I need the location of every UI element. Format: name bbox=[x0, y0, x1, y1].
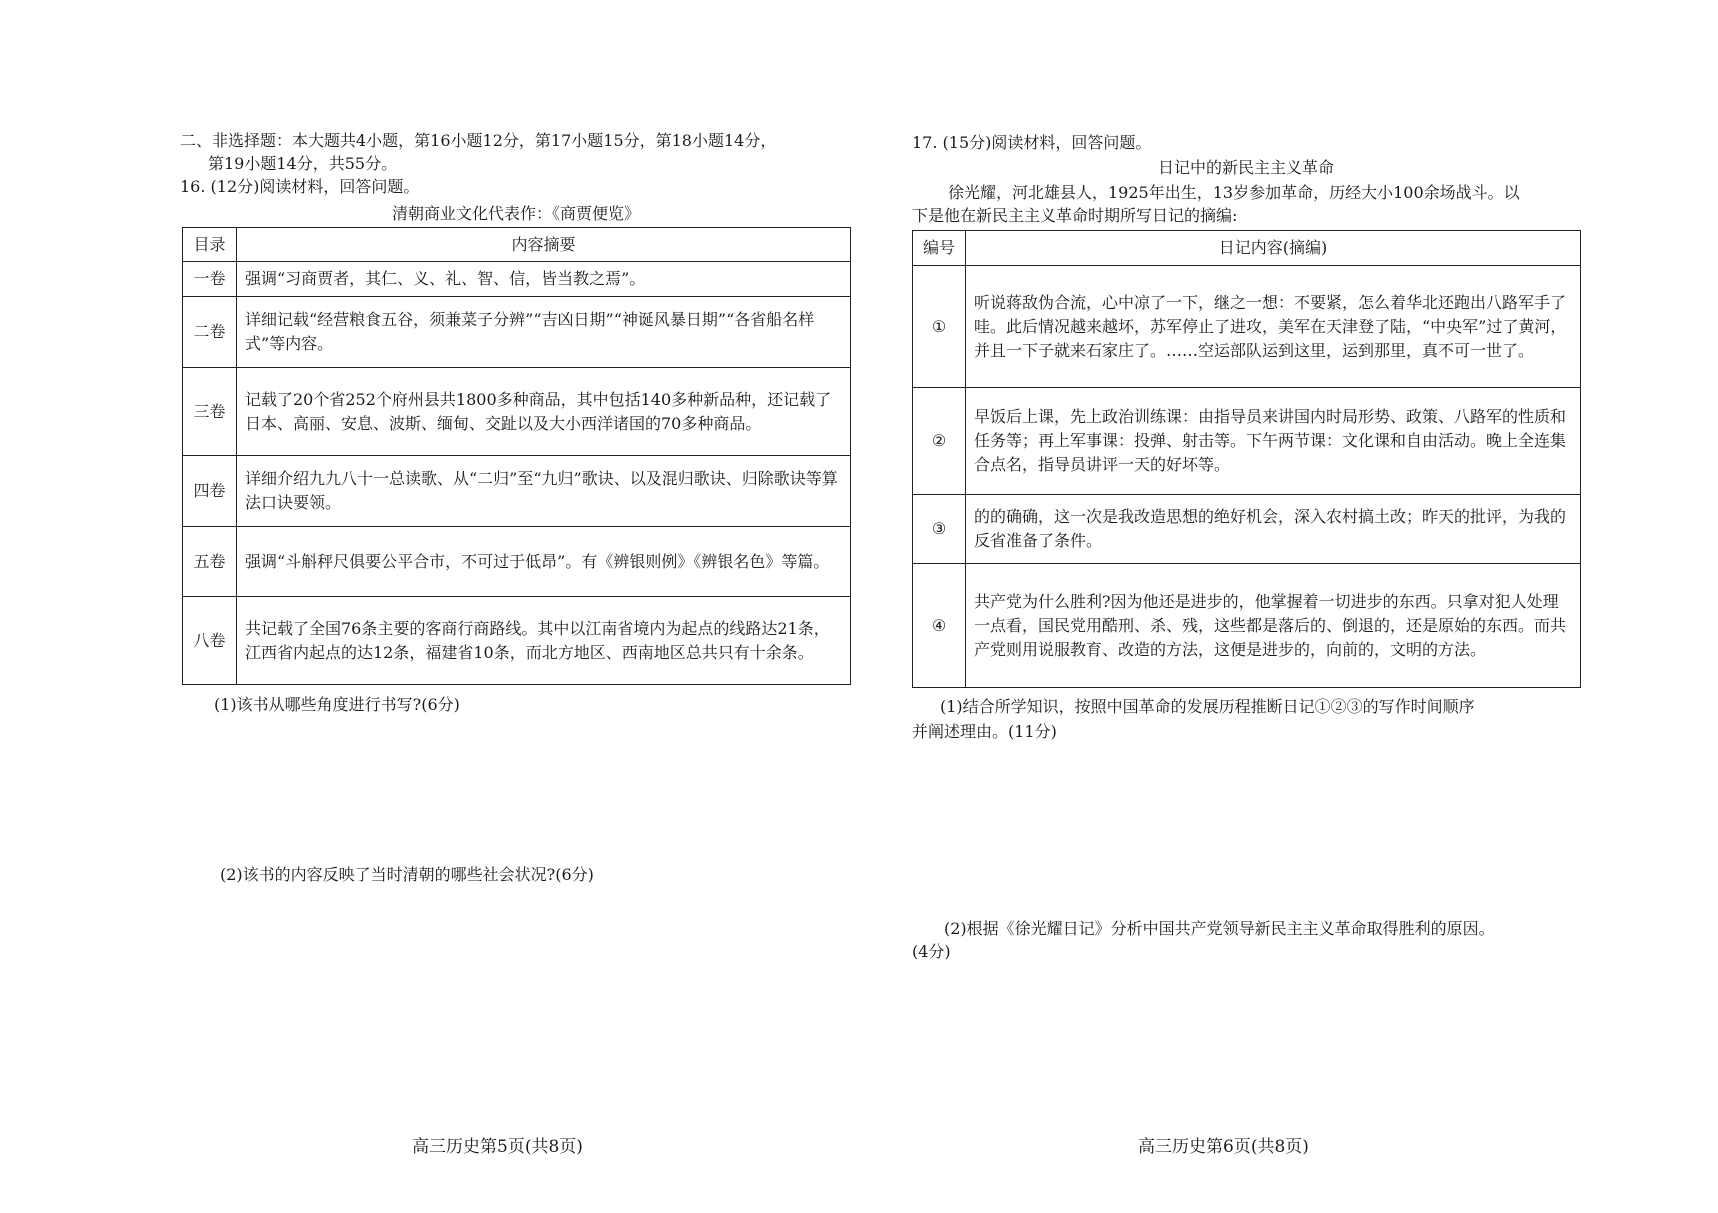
left-table-title: 清朝商业文化代表作：《商贾便览》 bbox=[391, 204, 640, 223]
right-table-row-text: 早饭后上课，先上政治训练课：由指导员来讲国内时局形势、政策、八路军的性质和任务等；再上军事课：投弹、射击等。下午两节课：文化课和自由活动。晚上全连集合点名，指导员讲评一天的好坏等。 bbox=[966, 388, 1581, 495]
material-title: 日记中的新民主主义革命 bbox=[1157, 158, 1334, 177]
left-table-row-text: 共记载了全国76条主要的客商行商路线。其中以江南省境内为起点的线路达21条，江西省内起点的达12条，福建省10条，而北方地区、西南地区总共只有十余条。 bbox=[237, 597, 851, 685]
question-17-part2-line1: (2)根据《徐光耀日记》分析中国共产党领导新民主主义革命取得胜利的原因。 bbox=[944, 919, 1495, 938]
right-table-row-text: 听说蒋敌伪合流，心中凉了一下，继之一想：不要紧，怎么着华北还跑出八路军手了哇。此后情况越来越坏，苏军停止了进攻，美军在天津登了陆，“中央军”过了黄河，并且一下子就来石家庄了。……空运部队运到这里，运到那里，真不可一世了。 bbox=[966, 266, 1581, 388]
section-heading-line2: 第19小题14分，共55分。 bbox=[208, 154, 398, 173]
right-table-row-label: ④ bbox=[913, 564, 966, 688]
left-table-row-text: 记载了20个省252个府州县共1800多种商品，其中包括140多种新品种，还记载了日本、高丽、安息、波斯、缅甸、交趾以及大小西洋诸国的70多种商品。 bbox=[237, 368, 851, 456]
left-table-row-text: 详细记载“经营粮食五谷，须兼菜子分辨”“吉凶日期”“神诞风暴日期”“各省船名样式”等内容。 bbox=[237, 297, 851, 368]
left-table-header-catalog: 目录 bbox=[183, 228, 237, 262]
material-intro-line2: 下是他在新民主主义革命时期所写日记的摘编: bbox=[912, 206, 1238, 225]
left-table-row-label: 八卷 bbox=[183, 597, 237, 685]
right-page-footer: 高三历史第6页(共8页) bbox=[1138, 1137, 1309, 1157]
left-table-header-summary: 内容摘要 bbox=[237, 228, 851, 262]
section-heading-line1: 二、非选择题：本大题共4小题，第16小题12分，第17小题15分，第18小题14分， bbox=[180, 131, 777, 150]
question-16-intro: 16. (12分)阅读材料，回答问题。 bbox=[180, 177, 420, 196]
right-table-header-number: 编号 bbox=[913, 231, 966, 266]
left-page-footer: 高三历史第5页(共8页) bbox=[412, 1137, 583, 1157]
question-17-part2-line2: (4分) bbox=[912, 942, 951, 961]
question-17-part1-line1: (1)结合所学知识，按照中国革命的发展历程推断日记①②③的写作时间顺序 bbox=[940, 697, 1475, 716]
right-table-row-label: ① bbox=[913, 266, 966, 388]
left-table-row-label: 五卷 bbox=[183, 527, 237, 597]
left-table-row-text: 强调“习商贾者，其仁、义、礼、智、信，皆当教之焉”。 bbox=[237, 262, 851, 297]
left-table-row-text: 强调“斗斛秤尺俱要公平合市，不可过于低昂”。有《辨银则例》《辨银名色》等篇。 bbox=[237, 527, 851, 597]
right-table-header-content: 日记内容(摘编) bbox=[966, 231, 1581, 266]
right-table-row-label: ③ bbox=[913, 495, 966, 564]
left-table-row-label: 三卷 bbox=[183, 368, 237, 456]
left-table bbox=[182, 227, 851, 685]
question-17-intro: 17. (15分)阅读材料，回答问题。 bbox=[912, 133, 1152, 152]
left-table-row-label: 一卷 bbox=[183, 262, 237, 297]
left-table-row-label: 二卷 bbox=[183, 297, 237, 368]
question-16-part1: (1)该书从哪些角度进行书写?(6分) bbox=[214, 695, 460, 714]
right-table-row-label: ② bbox=[913, 388, 966, 495]
left-table-row-label: 四卷 bbox=[183, 456, 237, 527]
question-17-part1-line2: 并阐述理由。(11分) bbox=[912, 722, 1057, 741]
left-table-row-text: 详细介绍九九八十一总读歌、从“二归”至“九归”歌诀、以及混归歌诀、归除歌诀等算法口诀要领。 bbox=[237, 456, 851, 527]
right-table bbox=[912, 230, 1581, 688]
right-table-row-text: 的的确确，这一次是我改造思想的绝好机会，深入农村搞土改；昨天的批评，为我的反省准备了条件。 bbox=[966, 495, 1581, 564]
question-16-part2: (2)该书的内容反映了当时清朝的哪些社会状况?(6分) bbox=[220, 865, 594, 884]
right-table-row-text: 共产党为什么胜利?因为他还是进步的，他掌握着一切进步的东西。只拿对犯人处理一点看，国民党用酷刑、杀、残，这些都是落后的、倒退的，还是原始的东西。而共产党则用说服教育、改造的方法，这便是进步的，向前的，文明的方法。 bbox=[966, 564, 1581, 688]
material-intro-line1: 徐光耀，河北雄县人，1925年出生，13岁参加革命，历经大小100余场战斗。以 bbox=[948, 183, 1520, 202]
